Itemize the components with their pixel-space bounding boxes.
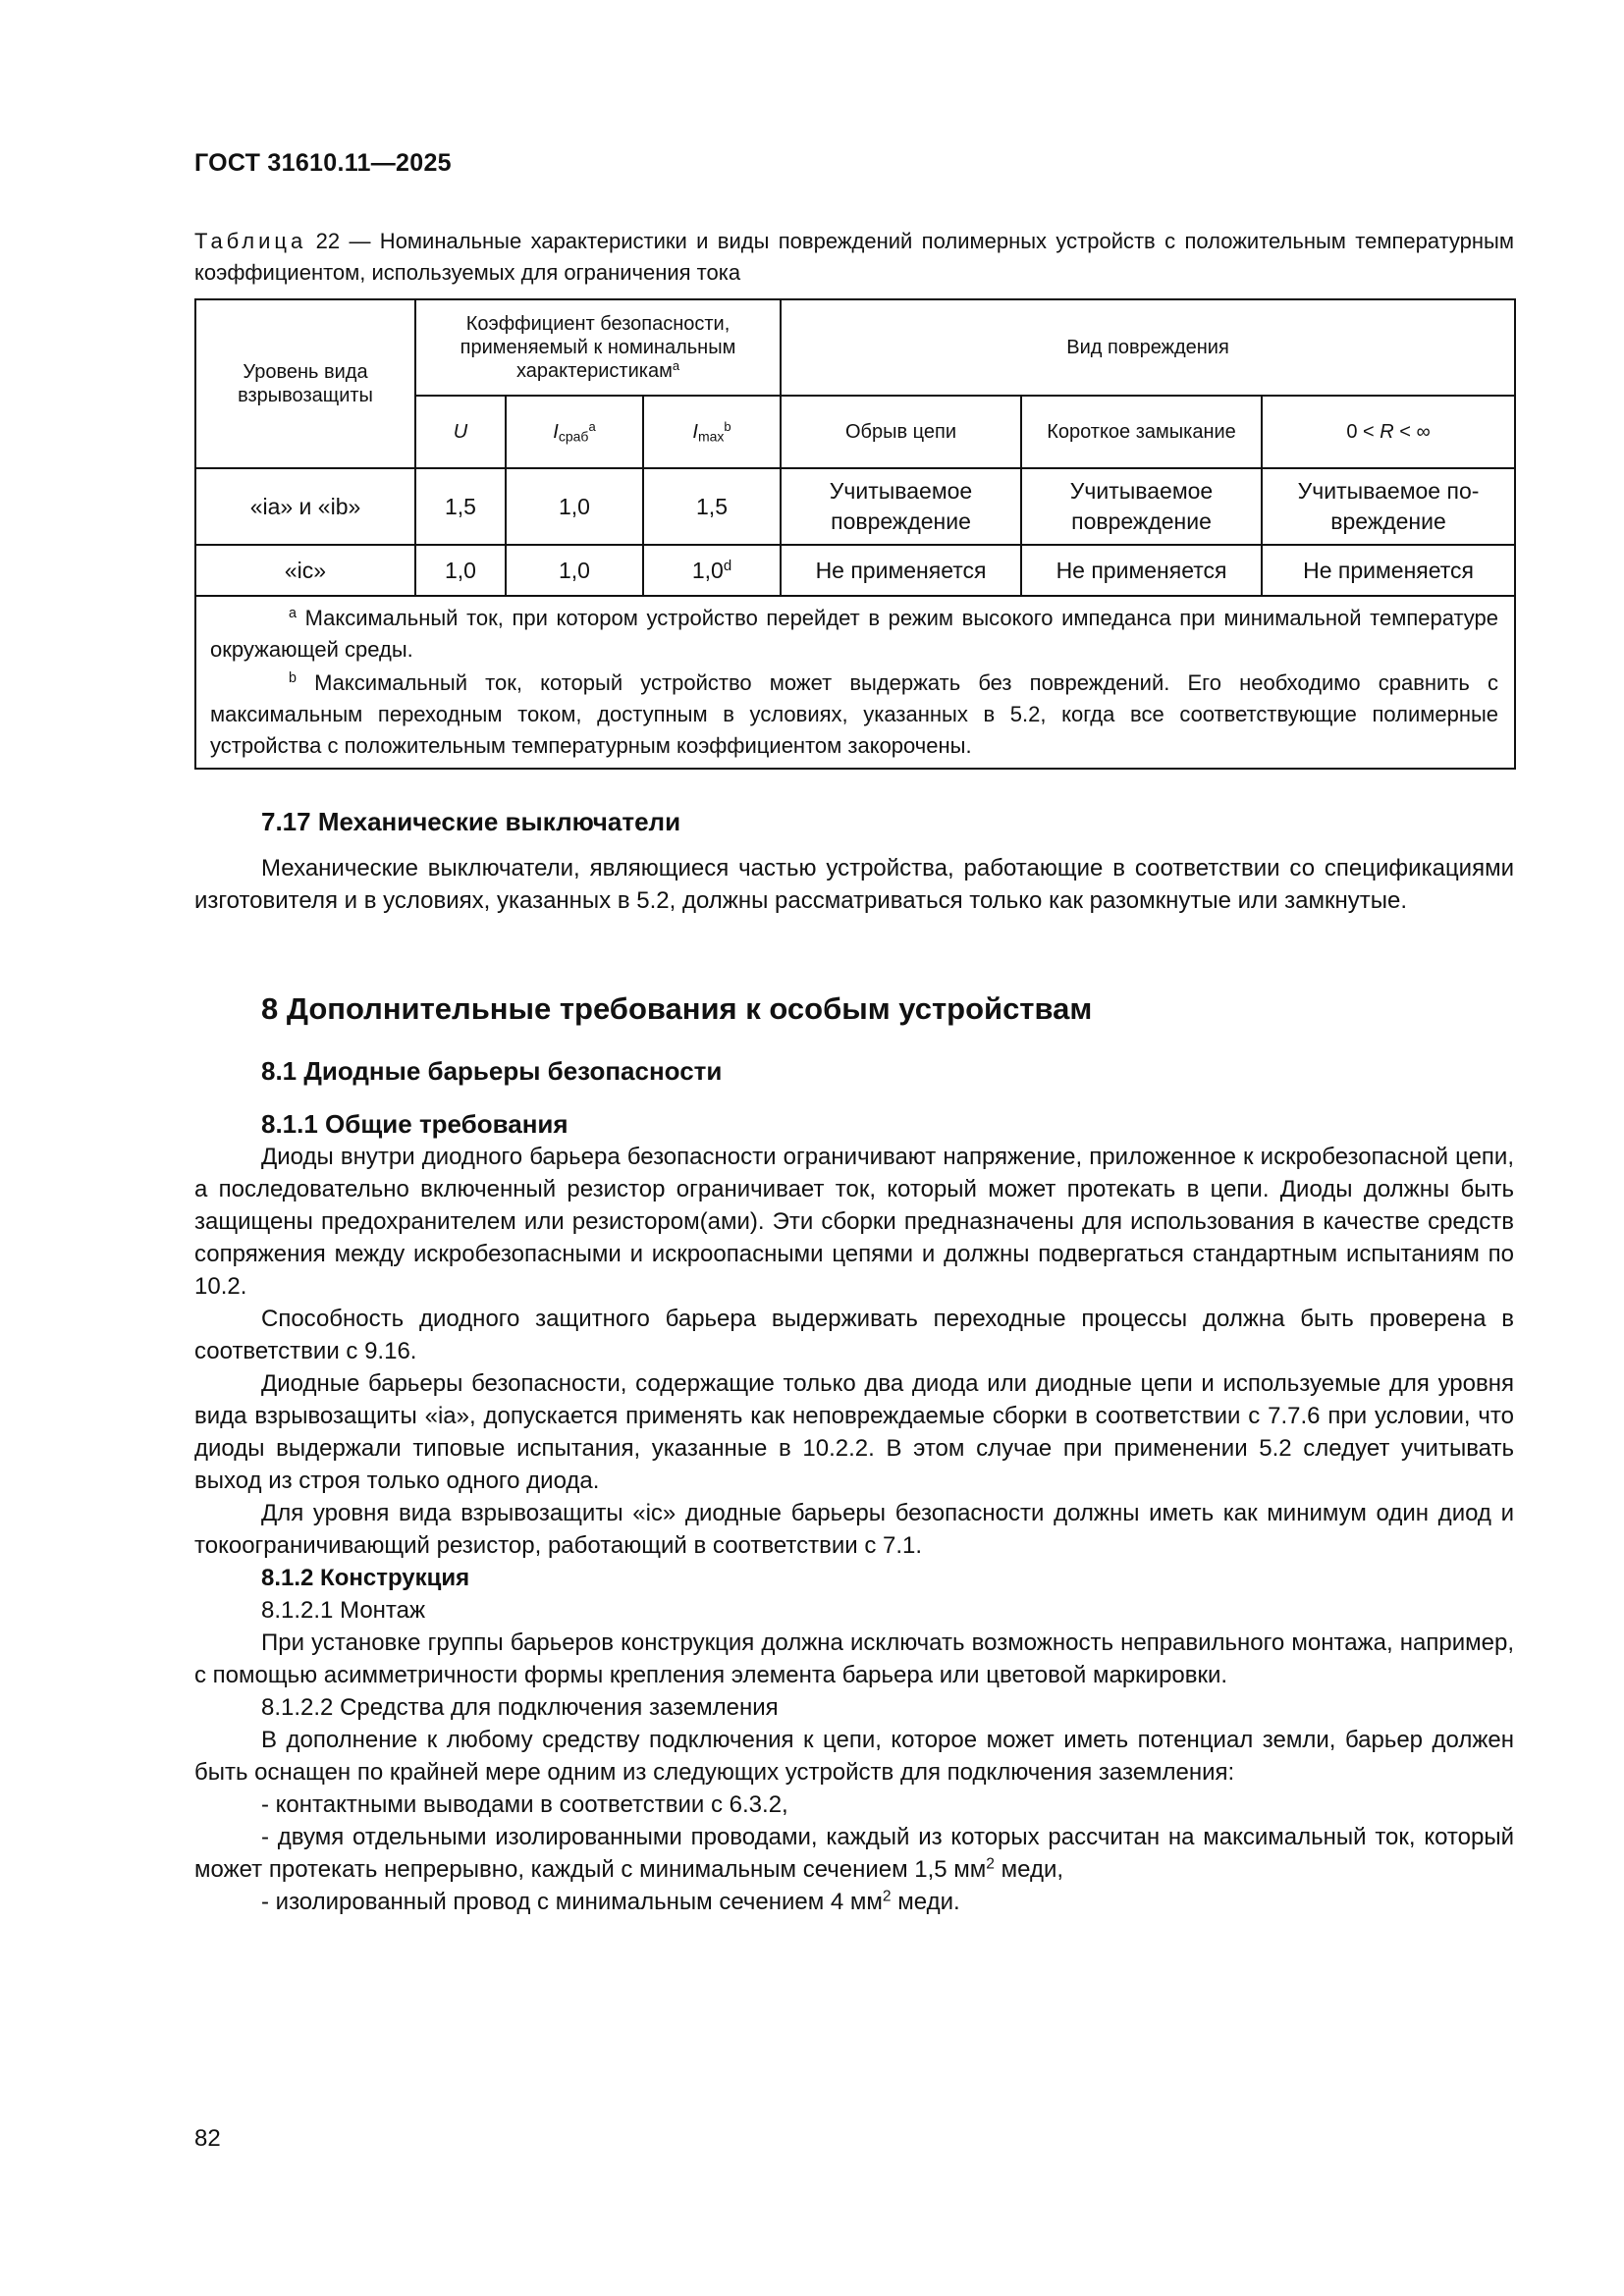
row-open: Не применяется: [781, 545, 1021, 596]
paragraph: Диоды внутри диодного барьера безопасности ограничивают напряжение, приложенное к искробезопасной цепи, а последовательно включенный резистор ограничивает ток, который может протекать в цепи. Диоды должны быть защищены предохранителем или резистором(ами). Эти сборки предназначены для использования в качестве средств сопряжения между искробезопасными и искроопасными цепями и должны подвергаться стандартным испытаниям по 10.2.: [194, 1144, 1514, 1300]
section-8-1-2-1-title: 8.1.2.1 Монтаж: [261, 1597, 426, 1624]
table-caption-label: Таблица: [194, 229, 307, 253]
row-u: 1,0: [415, 545, 506, 596]
subheader-itrip: $I_{сраб}^a$: [506, 396, 643, 468]
row-short: Учитываемое повреждение: [1021, 468, 1262, 545]
table-22: [194, 298, 1516, 770]
row-itrip: 1,0: [506, 468, 643, 545]
section-8-1-1-title: 8.1.1 Общие требования: [261, 1109, 568, 1139]
row-u: 1,5: [415, 468, 506, 545]
row-short: Не применяется: [1021, 545, 1262, 596]
table-header-row: [195, 299, 1515, 396]
table-row: [195, 545, 1515, 596]
page-number: 82: [194, 2125, 221, 2152]
table-row: [195, 468, 1515, 545]
row-r: Не применяется: [1262, 545, 1515, 596]
section-8-1-2-2-title: 8.1.2.2 Средства для подключения заземления: [261, 1694, 779, 1721]
header-safety-factor: Коэффициент безопасности, применяемый к номинальным характеристикам$^a$: [415, 299, 781, 396]
paragraph: Диодные барьеры безопасности, содержащие только два диода или диодные цепи и используемые для уровня вида взрывозащиты «ia», допускается применять как неповреждаемые сборки в соответствии с 7.7.6 при условии, что диоды выдержали типовые испытания, указанные в 10.2.2. В этом случае при применении 5.2 следует учитывать выход из строя только одного диода.: [194, 1370, 1514, 1494]
list-item: - контактными выводами в соответствии с 6.3.2,: [261, 1791, 788, 1818]
header-protection-level: Уровень вида взрывозащиты: [195, 299, 415, 468]
table-caption: [194, 226, 1514, 289]
section-8-1-title: 8.1 Диодные барьеры безопасности: [261, 1056, 723, 1086]
row-r: Учитываемое по-вреждение: [1262, 468, 1515, 545]
section-8-1-2-title: 8.1.2 Конструкция: [261, 1565, 470, 1591]
row-open: Учитываемое повреждение: [781, 468, 1021, 545]
row-level: «ia» и «ib»: [195, 468, 415, 545]
table-caption-text: 22 — Номинальные характеристики и виды повреждений полимерных устройств с положительным температурным коэффициентом, используемых для ограничения тока: [194, 229, 1514, 285]
subheader-u: U: [415, 396, 506, 468]
document-header: ГОСТ 31610.11—2025: [194, 149, 452, 177]
row-imax: 1,0$^d$: [643, 545, 781, 596]
section-7-17-title: 7.17 Механические выключатели: [261, 807, 681, 836]
table-notes-row: [195, 596, 1515, 769]
paragraph: Способность диодного защитного барьера выдерживать переходные процессы должна быть проверена в соответствии с 9.16.: [194, 1306, 1514, 1364]
paragraph: Для уровня вида взрывозащиты «ic» диодные барьеры безопасности должны иметь как минимум один диод и токоограничивающий резистор, работающий в соответствии с 7.1.: [194, 1500, 1514, 1559]
header-damage-type: Вид повреждения: [781, 299, 1515, 396]
list-item: - изолированный провод с минимальным сечением 4 $мм^2$ меди.: [261, 1888, 960, 1915]
subheader-imax: $I_{max}^b$: [643, 396, 781, 468]
row-itrip: 1,0: [506, 545, 643, 596]
subheader-open-circuit: Обрыв цепи: [781, 396, 1021, 468]
section-7-17-text: Механические выключатели, являющиеся частью устройства, работающие в соответствии со спецификациями изготовителя и в условиях, указанных в 5.2, должны рассматриваться только как разомкнутые или замкнутые.: [194, 855, 1514, 914]
list-item: - двумя отдельными изолированными проводами, каждый из которых рассчитан на максимальный ток, который может протекать непрерывно, каждый с минимальным сечением 1,5 $мм^2$ меди,: [194, 1824, 1514, 1883]
subheader-resistance: 0 < R < ∞: [1262, 396, 1515, 468]
table-notes: [195, 596, 1515, 769]
row-level: «ic»: [195, 545, 415, 596]
subheader-short-circuit: Короткое замыкание: [1021, 396, 1262, 468]
section-8-title: 8 Дополнительные требования к особым устройствам: [261, 991, 1093, 1026]
row-imax: 1,5: [643, 468, 781, 545]
table-note-b: $^b$ Максимальный ток, который устройство может выдержать без повреждений. Его необходимо сравнить с максимальным переходным током, доступным в условиях, указанных в 5.2, когда все соответствующие полимерные устройства с положительным температурным коэффициентом закорочены.: [210, 670, 1499, 758]
table-note-a: $^a$ Максимальный ток, при котором устройство перейдет в режим высокого импеданса при минимальной температуре окружающей среды.: [210, 606, 1499, 662]
section-8-1-1-body: [194, 1141, 1514, 1918]
paragraph: При установке группы барьеров конструкция должна исключать возможность неправильного монтажа, например, с помощью асимметричности формы крепления элемента барьера или цветовой маркировки.: [194, 1629, 1514, 1688]
paragraph: В дополнение к любому средству подключения к цепи, которое может иметь потенциал земли, барьер должен быть оснащен по крайней мере одним из следующих устройств для подключения заземления:: [194, 1727, 1514, 1786]
